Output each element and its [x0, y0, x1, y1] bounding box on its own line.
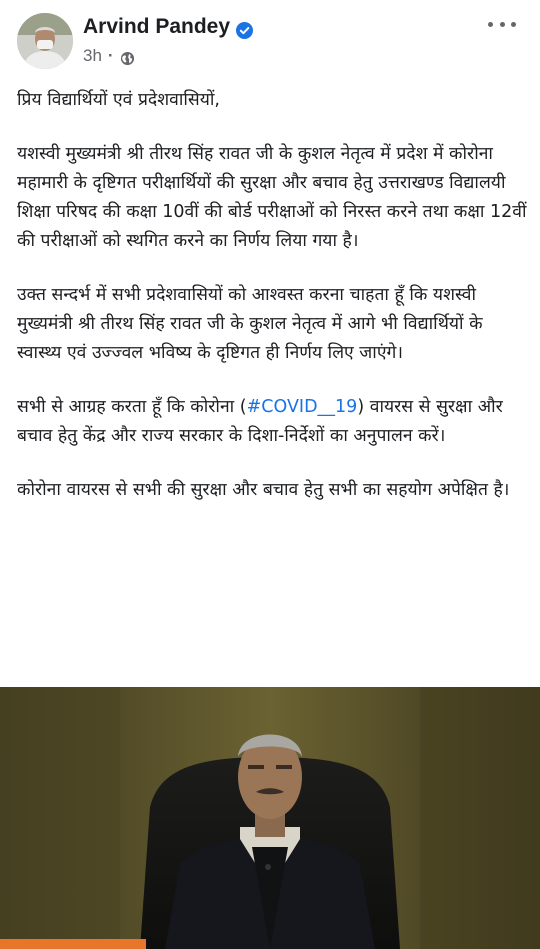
caption-strip: [0, 939, 146, 949]
post-paragraph-4: [17, 393, 527, 451]
post-paragraph-5: कोरोना वायरस से सभी की सुरक्षा और बचाव हेतु सभी का सहयोग अपेक्षित है।: [17, 480, 510, 500]
avatar[interactable]: [17, 13, 73, 69]
post-header: [0, 0, 540, 82]
meta-separator: ·: [107, 46, 114, 65]
hashtag-link[interactable]: #COVID__19: [246, 397, 358, 417]
verified-badge-icon: [236, 19, 253, 36]
avatar-image: [17, 13, 73, 69]
author-name[interactable]: Arvind Pandey: [83, 15, 231, 38]
post-paragraph-2: यशस्वी मुख्यमंत्री श्री तीरथ सिंह रावत जी के कुशल नेतृत्व में प्रदेश में कोरोना महामारी के दृष्टिगत परीक्षार्थियों की सुरक्षा और बचाव हेतु उत्तराखण्ड विद्यालयी शिक्षा परिषद की कक्षा 10वीं की बोर्ड परीक्षाओं को निरस्त करने तथा कक्षा 12वीं की परीक्षाओं को स्थगित करने का निर्णय लिया गया है।: [17, 144, 527, 251]
video-frame-image: [0, 687, 540, 949]
post-paragraph-4-end: ) वायरस से सुरक्षा और बचाव हेतु केंद्र और राज्य सरकार के दिशा-निर्देशों का अनुपालन करें।: [17, 397, 503, 446]
globe-icon[interactable]: [120, 49, 135, 64]
video-thumbnail[interactable]: [0, 687, 540, 949]
more-options-icon[interactable]: [488, 14, 516, 34]
post-paragraph-1: प्रिय विद्यार्थियों एवं प्रदेशवासियों,: [17, 90, 220, 110]
author-row: [83, 13, 253, 41]
post-paragraph-3: उक्त सन्दर्भ में सभी प्रदेशवासियों को आश्वस्त करना चाहता हूँ कि यशस्वी मुख्यमंत्री श्री तीरथ सिंह रावत जी के कुशल नेतृत्व में आगे भी विद्यार्थियों के स्वास्थ्य एवं उज्ज्वल भविष्य के दृष्टिगत ही निर्णय लिए जाएंगे।: [17, 285, 483, 363]
post-paragraph-4-start: सभी से आग्रह करता हूँ कि कोरोना (: [17, 397, 247, 417]
post-time[interactable]: 3h: [83, 46, 102, 65]
post-meta: [83, 44, 135, 68]
post-text: [17, 86, 527, 530]
